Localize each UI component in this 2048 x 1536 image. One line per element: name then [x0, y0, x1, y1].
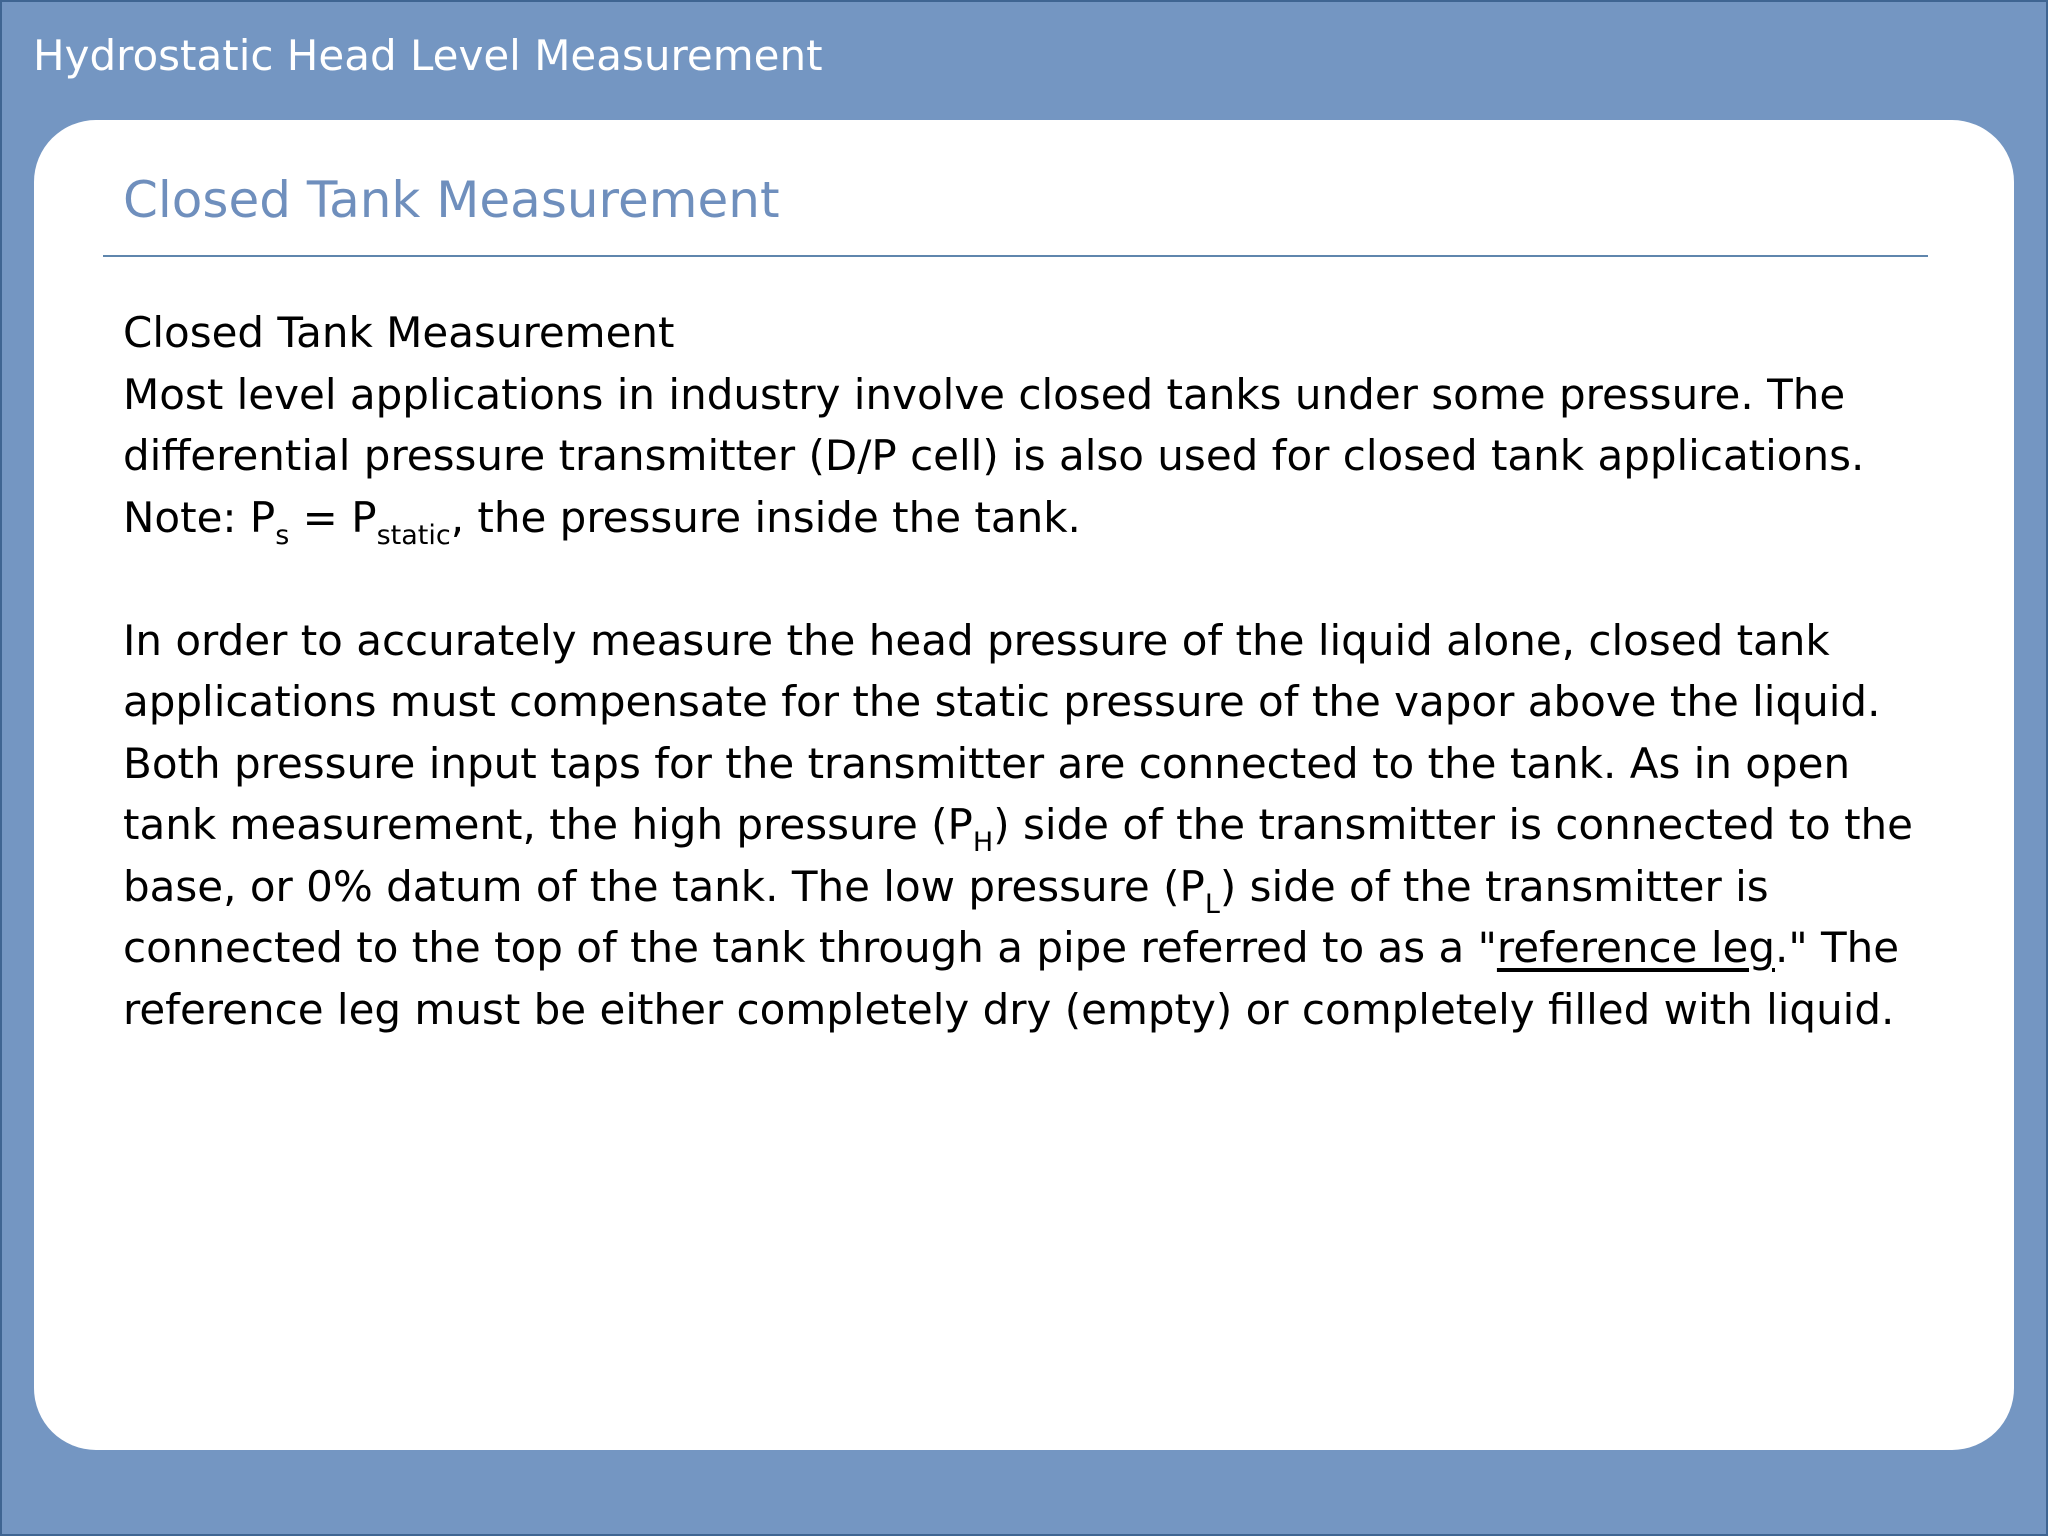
slide-title: Closed Tank Measurement: [123, 171, 780, 229]
note-subscript-static: static: [376, 519, 451, 551]
line5-pre: base, or 0% datum of the tank. The low pressure (P: [123, 861, 1205, 911]
line6-pre: connected to the top of the tank through a pipe referred to as a ": [123, 923, 1497, 972]
body-heading: Closed Tank Measurement: [123, 308, 675, 357]
para1-line2: differential pressure transmitter (D/P cell) is also used for closed tank applications.: [123, 431, 1865, 480]
note-suffix: , the pressure inside the tank.: [450, 492, 1081, 542]
line4-pre: tank measurement, the high pressure (P: [123, 800, 973, 849]
para2-line5: [123, 856, 1923, 918]
slide-body: [123, 302, 1923, 1040]
header-title: Hydrostatic Head Level Measurement: [33, 31, 823, 80]
paragraph-gap: [123, 548, 1923, 610]
note-prefix: Note: P: [123, 492, 276, 542]
para2-line6: [123, 917, 1923, 979]
title-divider: [103, 255, 1928, 257]
note-subscript-s: s: [275, 519, 290, 551]
subscript-h: H: [972, 827, 994, 858]
para1-line1: Most level applications in industry involve closed tanks under some pressure. The: [123, 369, 1846, 419]
note-mid: = P: [289, 492, 377, 542]
para2-line7: reference leg must be either completely dry (empty) or completely filled with liquid.: [123, 984, 1895, 1034]
line4-post: ) side of the transmitter is connected to the: [993, 800, 1914, 849]
line6-post: ." The: [1775, 923, 1900, 972]
reference-leg-link[interactable]: reference leg: [1496, 923, 1775, 972]
para2-line3: Both pressure input taps for the transmitter are connected to the tank. As in open: [123, 738, 1851, 788]
subscript-l: L: [1204, 888, 1220, 920]
para1-note: [123, 487, 1923, 549]
line5-post: ) side of the transmitter is: [1219, 861, 1769, 911]
para2-line2: applications must compensate for the static pressure of the vapor above the liquid.: [123, 677, 1881, 726]
para2-line1: In order to accurately measure the head pressure of the liquid alone, closed tank: [123, 615, 1830, 665]
para2-line4: [123, 794, 1923, 856]
